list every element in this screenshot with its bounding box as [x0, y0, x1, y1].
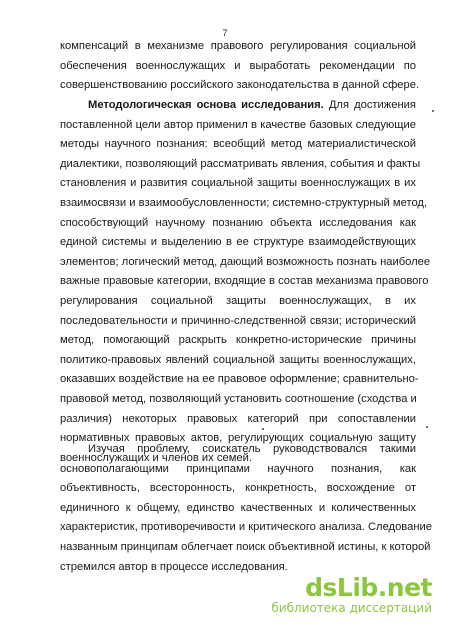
- text-line: поставленной цели автор применил в качестве базовых следующие: [60, 118, 416, 131]
- page-number: 7: [222, 28, 228, 38]
- text-line: элементов; логический метод, дающий возможность познать наиболее: [60, 255, 431, 268]
- paragraph-methodology: [60, 96, 431, 468]
- methodology-heading: Методологическая основа исследования.: [88, 99, 324, 111]
- text-line: диалектики, позволяющий рассматривать явления, события и факты: [60, 157, 421, 170]
- text-line: становления и развития социальной защиты военнослужащих в их: [60, 177, 416, 190]
- text-line: правовой метод, позволяющий установить соотношение (сходства и: [60, 392, 417, 405]
- paragraph-principles: [60, 440, 432, 577]
- text-line: нормативных правовых актов, регулирующих социальную защиту: [60, 432, 416, 445]
- paragraph-intro-continuation: [60, 37, 420, 96]
- text-line: взаимосвязи и взаимообусловленности; системно-структурный метод,: [60, 196, 428, 209]
- text-line-rest: Для достижения: [323, 99, 416, 111]
- text-line: последовательности и причинно-следственной связи; исторический: [60, 314, 416, 327]
- text-line: единичного к общему, единство качественных и количественных: [60, 501, 416, 514]
- watermark-logo: dsLib.net: [305, 573, 432, 602]
- watermark-subtitle: библиотека диссертаций: [271, 601, 432, 615]
- text-line: названным принципам облегчает поиск объективной истины, к которой: [60, 540, 431, 553]
- text-line: способствующий научному познанию объекта исследования как: [60, 216, 416, 229]
- text-line: характеристик, противоречивости и критического анализа. Следование: [60, 521, 432, 534]
- text-line: военнослужащих и членов их семей.: [60, 451, 252, 464]
- text-line: компенсаций в механизме правового регулирования социальной: [60, 40, 416, 52]
- text-line: оказавших воздействие на ее правовое оформление; сравнительно-: [60, 373, 419, 386]
- text-line: основополагающими принципами научного познания, как: [60, 462, 416, 475]
- scan-speck: [262, 428, 264, 430]
- text-line: метод, помогающий раскрыть конкретно-исторические причины: [60, 334, 416, 347]
- text-line: политико-правовых явлений социальной защиты военнослужащих,: [60, 353, 416, 366]
- text-line: совершенствованию российского законодательства в данной сфере.: [60, 79, 420, 92]
- text-line: важные правовые категории, входящие в состав механизма правового: [60, 275, 429, 288]
- text-line: стремился автор в процессе исследования.: [60, 560, 288, 573]
- text-line: Изучая проблему, соискатель руководствовался такими: [88, 443, 416, 455]
- text-line: обеспечения военнослужащих и выработать рекомендации по: [60, 59, 416, 72]
- text-line: различия) некоторых правовых категорий при сопоставлении: [60, 412, 416, 425]
- scan-speck: [432, 110, 434, 112]
- text-line: единой системы и выделению в ее структуре взаимодействующих: [60, 236, 416, 249]
- text-line: объективность, всесторонность, конкретность, восхождение от: [60, 482, 416, 495]
- text-line: регулирования социальной защиты военнослужащих, в их: [60, 294, 416, 307]
- watermark: [271, 575, 432, 614]
- text-line: методы научного познания: всеобщий метод материалистической: [60, 138, 416, 151]
- text-line: [60, 96, 416, 116]
- scan-speck: [426, 426, 428, 428]
